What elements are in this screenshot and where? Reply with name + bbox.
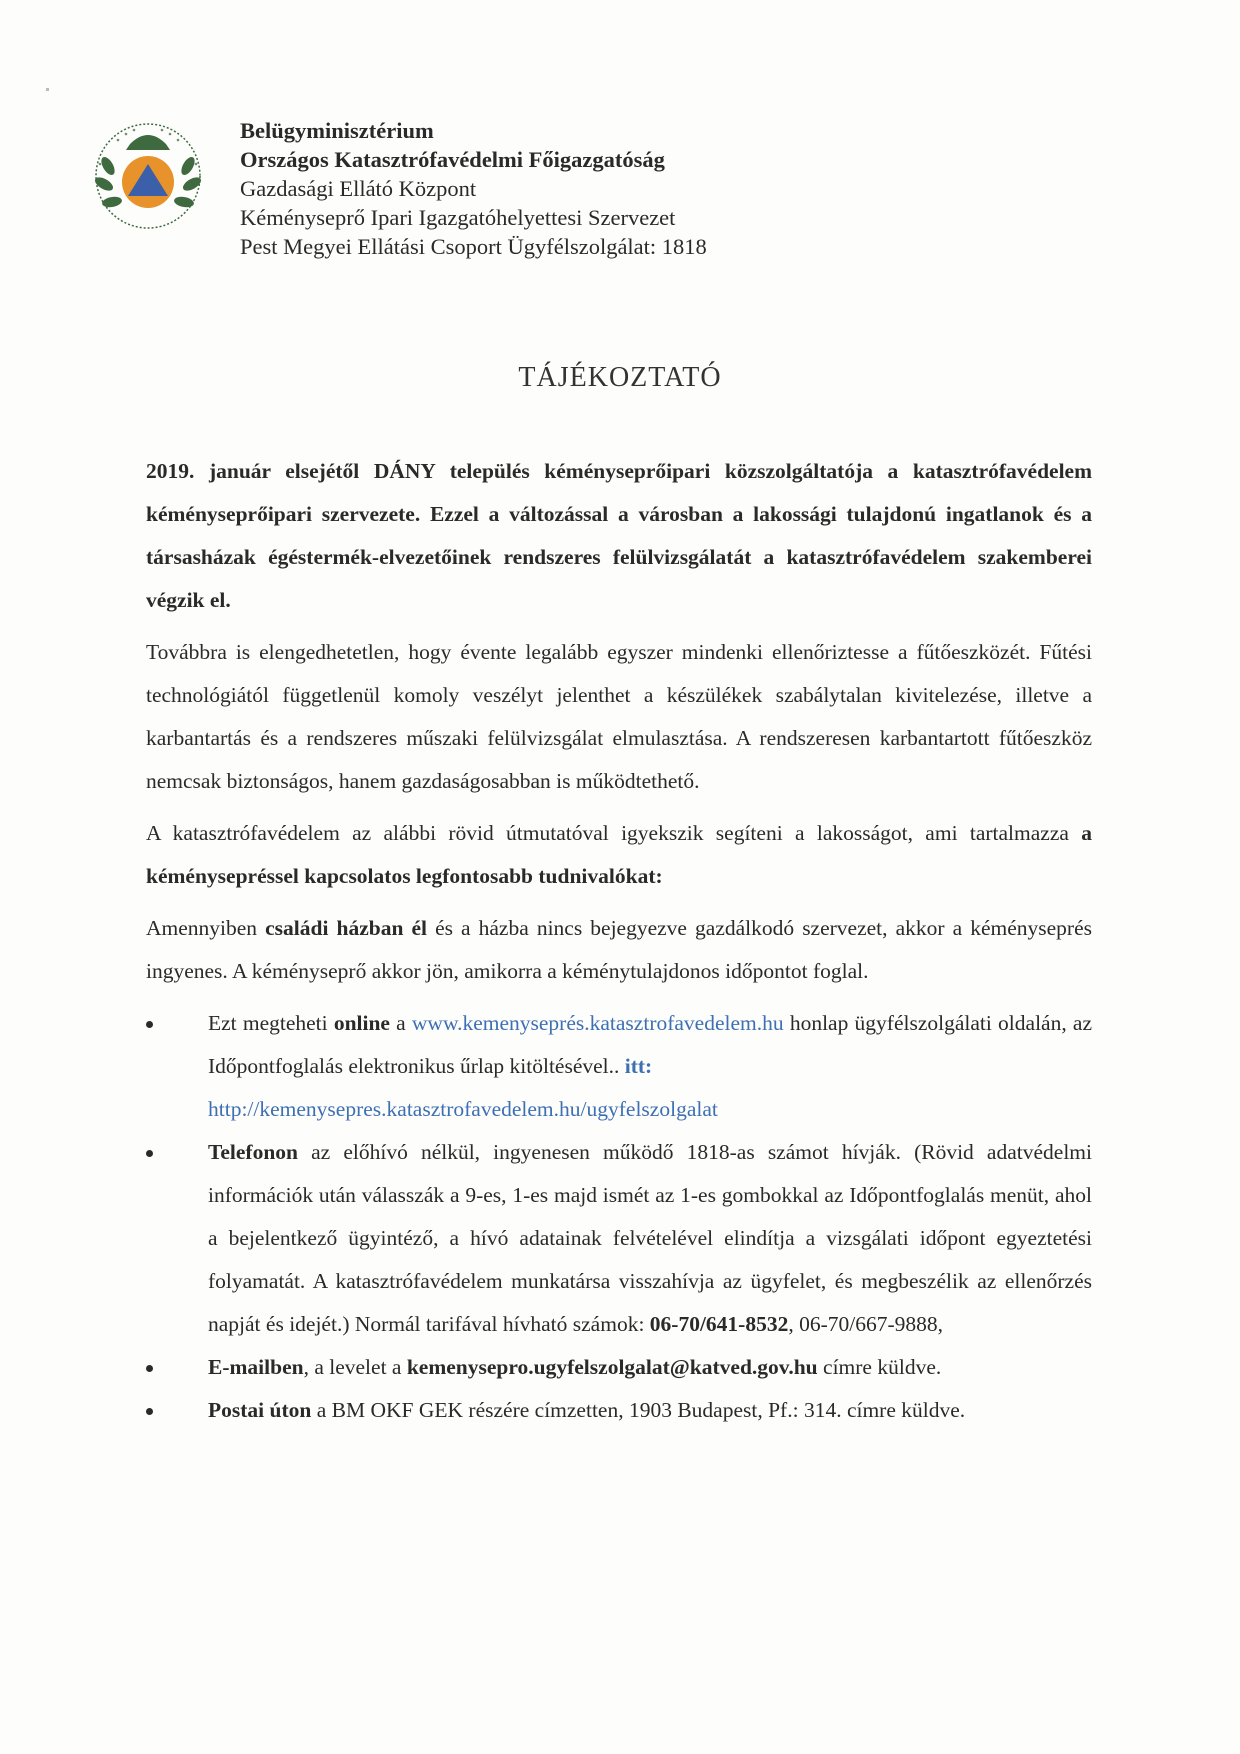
letterhead — [240, 116, 707, 261]
family-house-text-a: Amennyiben — [146, 916, 266, 940]
itt-label: itt: — [624, 1054, 653, 1078]
email-text-c: címre küldve. — [817, 1355, 942, 1379]
list-item-phone — [146, 1131, 1092, 1346]
online-emphasis: online — [333, 1011, 390, 1035]
online-text-c: a — [389, 1011, 412, 1035]
document-title: TÁJÉKOZTATÓ — [518, 362, 722, 393]
email-emphasis: E-mailben — [208, 1355, 304, 1379]
maintenance-paragraph: Továbbra is elengedhetetlen, hogy évente legalább egyszer mindenki ellenőriztesse a fűtőeszközét. Fűtési technológiától függetlenül komoly veszélyt jelenthet a készülékek szabálytalan kivitelezése, illetve a karbantartás és a rendszeres műszaki felülvizsgálat elmulasztása. A rendszeresen karbantartott fűtőeszköz nemcsak biztonságos, hanem gazdaságosabban is működtethető. — [146, 640, 1092, 793]
ministry-name: Belügyminisztérium — [240, 118, 434, 143]
online-text-a: Ezt megteheti — [208, 1011, 334, 1035]
guide-text: A katasztrófavédelem az alábbi rövid útmutatóval igyekszik segíteni a lakosságot, ami tartalmazza — [146, 821, 1082, 845]
website-link[interactable]: www.kemenyseprés.katasztrofavedelem.hu — [411, 1011, 784, 1035]
organization-name: Kéményseprő Ipari Igazgatóhelyettesi Szervezet — [240, 205, 676, 230]
family-house-paragraph — [146, 907, 1092, 993]
family-house-text-c: és a házba nincs bejegyezve gazdálkodó szervezet, akkor a kéményseprés ingyenes. A kéményseprő akkor jön, amikorra a kéménytulajdonos időpontot foglal. — [146, 916, 1092, 983]
intro-paragraph: 2019. január elsejétől DÁNY település kéményseprőipari közszolgáltatója a katasztrófavédelem kéményseprőipari szervezete. Ezzel a változással a városban a lakossági tulajdonú ingatlanok és a társasházak égéstermék-elvezetőinek rendszeres felülvizsgálatát a katasztrófavédelem szakemberei végzik el. — [146, 459, 1092, 612]
bullet-icon — [146, 1408, 153, 1415]
post-emphasis: Postai úton — [208, 1398, 312, 1422]
phone-text: az előhívó nélkül, ingyenesen működő 1818-as számot hívják. (Rövid adatvédelmi információk után válasszák a 9-es, 1-es majd ismét az 1-es gombokkal az Időpontfoglalás menüt, ahol a bejelentkező ügyintéző, a hívó adatainak felvételével elindítja a vizsgálati időpont egyeztetési folyamatát. A katasztrófavédelem munkatársa visszahívja az ügyfelet, és megbeszélik az ellenőrzés napját és idejét.) Normál tarifával hívható számok: — [208, 1140, 1092, 1336]
phone-number-secondary: , 06-70/667-9888, — [788, 1312, 944, 1336]
customer-service-link[interactable]: http://kemenysepres.katasztrofavedelem.hu/ugyfelszolgalat — [208, 1097, 718, 1121]
bullet-icon — [146, 1021, 153, 1028]
list-item-email — [146, 1346, 1092, 1389]
directorate-name: Országos Katasztrófavédelmi Főigazgatóság — [240, 147, 665, 172]
contact-methods-list — [146, 1002, 1092, 1432]
disaster-management-emblem-icon — [78, 104, 218, 244]
phone-emphasis: Telefonon — [208, 1140, 298, 1164]
document-body — [146, 450, 1092, 1432]
center-name: Gazdasági Ellátó Központ — [240, 176, 477, 201]
email-address: kemenysepro.ugyfelszolgalat@katved.gov.hu — [406, 1355, 818, 1379]
scan-speck — [46, 88, 49, 91]
post-text: a BM OKF GEK részére címzetten, 1903 Budapest, Pf.: 314. címre küldve. — [311, 1398, 966, 1422]
online-text-d: honlap ügyfélszolgálati oldalán, az Időpontfoglalás elektronikus űrlap kitöltésével.. — [208, 1011, 1092, 1078]
bullet-icon — [146, 1150, 153, 1157]
phone-number-primary: 06-70/641-8532 — [649, 1312, 789, 1336]
bullet-icon — [146, 1365, 153, 1372]
family-house-emphasis: családi házban él — [265, 916, 427, 940]
guide-emphasis: a kéménysepréssel kapcsolatos legfontosabb tudnivalókat: — [146, 821, 1092, 888]
guide-paragraph — [146, 812, 1092, 898]
list-item-post — [146, 1389, 1092, 1432]
list-item-online — [146, 1002, 1092, 1131]
group-and-service-line: Pest Megyei Ellátási Csoport Ügyfélszolgálat: 1818 — [240, 234, 707, 259]
email-text-a: , a levelet a — [303, 1355, 407, 1379]
